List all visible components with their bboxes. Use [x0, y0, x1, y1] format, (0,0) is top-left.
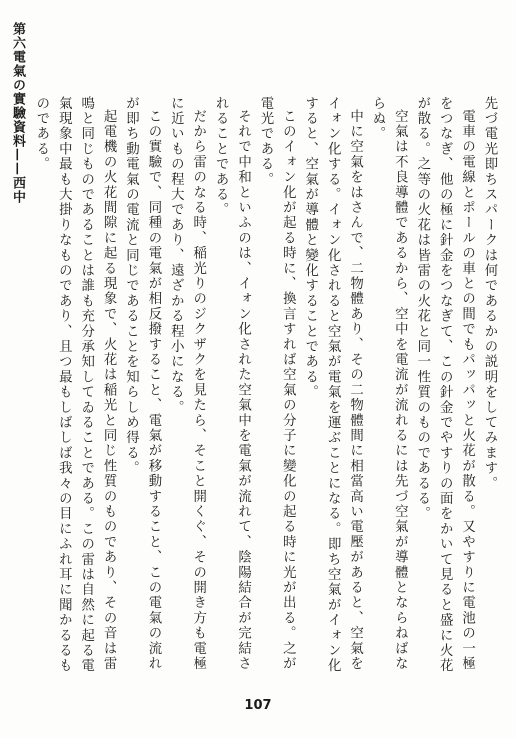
paragraph-air-conductor: 空氣は不良導體であるから、空中を電流が流れるには先づ空氣が導體とならねばならぬ。: [369, 96, 408, 672]
paragraph-lightning-zigzag: だから雷のなる時、稲光りのジクザクを見たら、そこと開くぐ、その開き方も電極に近いもの程大であり、遠ざかる程小になる。: [168, 96, 206, 672]
paragraph-sparks-examples: 電車の電線とポールの車との間でもパッパッと火花が散る。又やすりに電池の一極をつなぎ、他の極に針金をつなぎて、この針金でやすりの面をかいて見ると盛に火花が散る。之等の火花は皆雷の火花と同一性質のものであるる。: [414, 96, 475, 674]
body-text: [30, 96, 500, 686]
paragraph-neutralization: それで中和といふのは、イォン化された空氣中を電氣が流れて、陰陽結合が完結されることである。: [213, 96, 251, 672]
paragraph-spark-gap: 起電機の火花間隙に起る現象で、火花は稲光と同じ性質のものであり、その音は雷鳴と同じものであることは誰も充分承知してゐることである。この雷は自然に起る電氣現象中最も大掛りなものであり、且つ最もしばしば我々の目にふれ耳に聞かるるものである。: [33, 96, 117, 674]
page-number: 107: [244, 698, 272, 713]
paragraph-spark-intro: 先づ電光即ちスパークは何であるかの説明をしてみます。: [482, 96, 497, 492]
running-header-title: 第六電氣の實驗資料——西中: [10, 22, 25, 204]
paragraph-experiment: この實驗で、同種の電氣が相反撥すること、電氣が移動すること、この電氣の流れが即ち動電氣の電流と同じであることを知らしめ得る。: [123, 96, 161, 672]
paragraph-ionization: 中に空氣をはさんで、二物體あり、その二物體間に相當高い電壓があると、空氣をイォン化する。イォン化されると空氣が電氣を運ぶことになる。即ち空氣がイォン化すると、空氣が導體と變化することである。: [302, 96, 363, 674]
paragraph-light-emission: このイォン化が起る時に、換言すれば空氣の分子に變化の起る時に光が出る。之が電光である。: [257, 96, 296, 672]
